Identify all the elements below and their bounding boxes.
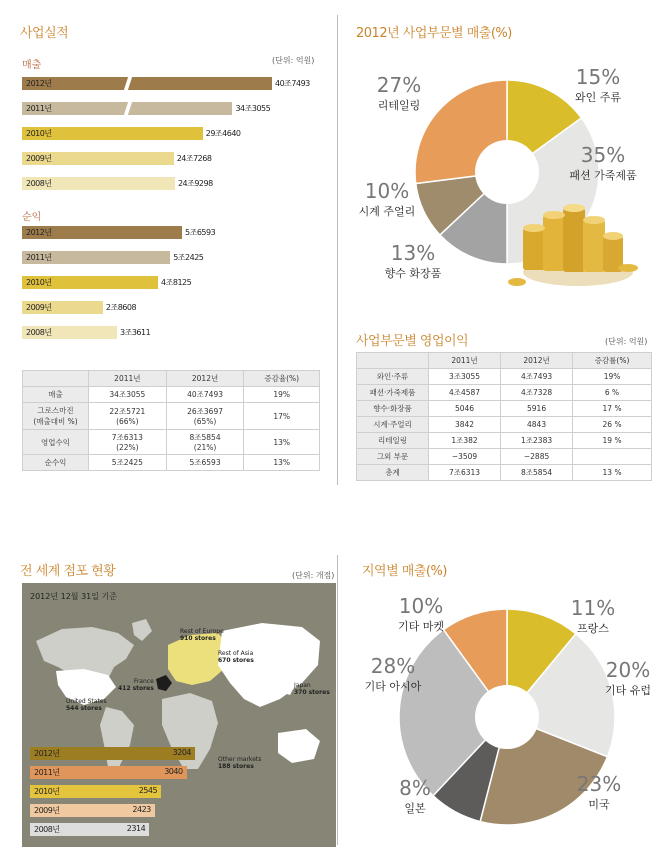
table-header: 2011년 [89, 371, 167, 387]
table-row [357, 385, 652, 401]
division-profit-unit: (단위: 억원) [605, 337, 648, 346]
sales-summary-table [22, 370, 320, 471]
cell-line: 그로스마진 [37, 406, 74, 415]
regional-sales-title: 지역별 매출(%) [362, 564, 447, 579]
profit-bar-year-label: 2010년 [26, 278, 52, 287]
pie-percent-label: 10% [364, 179, 410, 203]
table-cell: 그외 부문 [357, 449, 429, 465]
table-cell [89, 430, 167, 455]
region-label-rest-of-asia: Rest of Asia 670 stores [218, 650, 254, 664]
profit-bar-year-label: 2009년 [26, 303, 52, 312]
table-cell: 13 % [573, 465, 652, 481]
table-header [357, 353, 429, 369]
table-row [357, 465, 652, 481]
pie-percent-label: 10% [398, 594, 444, 618]
table-cell: 19% [573, 369, 652, 385]
table-header: 2012년 [166, 371, 244, 387]
pie-hole [475, 685, 539, 749]
table-row [23, 455, 320, 471]
table-cell: 와인·주류 [357, 369, 429, 385]
table-row [23, 387, 320, 403]
cell-line: 7조6313 [111, 433, 143, 442]
pie-category-label: 시계 주얼리 [358, 205, 416, 218]
pie-category-label: 기타 유럽 [604, 684, 652, 697]
cell-line: (66%) [116, 417, 139, 426]
table-cell: 영업수익 [23, 430, 89, 455]
revenue-bar-2009년 [22, 152, 212, 165]
stores-bar-2012년 [30, 747, 195, 760]
pie-percent-label: 20% [605, 658, 651, 682]
profit-bar-value-label: 3조3611 [120, 328, 151, 337]
sales-section-title: 사업실적 [20, 26, 69, 41]
pie-hole [475, 140, 539, 204]
pie-percent-label: 27% [376, 73, 422, 97]
cell-line: 26조3697 [187, 407, 223, 416]
table-row [23, 430, 320, 455]
table-cell: 총계 [357, 465, 429, 481]
profit-bar-value-label: 4조8125 [161, 278, 192, 287]
revenue-bar-year-label: 2012년 [26, 79, 52, 88]
table-header: 증감률(%) [573, 353, 652, 369]
profit-bar-value-label: 5조6593 [185, 228, 216, 237]
region-label-france: France 412 stores [118, 678, 154, 692]
column-divider-bottom [337, 555, 338, 845]
stores-unit: (단위: 개점) [292, 571, 335, 580]
stores-bar-year-label: 2008년 [34, 825, 60, 834]
regional-sales-pie-chart [345, 585, 665, 850]
greenland-shape [132, 619, 152, 641]
revenue-bar-year-label: 2008년 [26, 179, 52, 188]
table-cell: 17% [244, 403, 320, 430]
table-cell: 3842 [429, 417, 501, 433]
table-header: 2012년 [501, 353, 573, 369]
table-cell: 4조4587 [429, 385, 501, 401]
table-cell: 34조3055 [89, 387, 167, 403]
stores-map-panel [22, 583, 336, 847]
profit-bar-2011년 [22, 251, 204, 264]
division-profit-table [356, 352, 652, 481]
pie-category-label: 기타 마켓 [397, 620, 445, 633]
table-header: 증감율(%) [244, 371, 320, 387]
table-cell [23, 403, 89, 430]
revenue-bar-year-label: 2011년 [26, 104, 52, 113]
cell-line: (21%) [193, 443, 217, 452]
profit-bar-value-label: 2조8608 [105, 303, 137, 312]
profit-bar-year-label: 2011년 [26, 253, 52, 262]
table-cell: 5조6593 [166, 455, 244, 471]
stores-date-label: 2012년 12월 31일 기준 [30, 592, 117, 601]
table-cell [166, 403, 244, 430]
profit-bar-2012년 [22, 226, 216, 239]
stores-bar-value-label: 2545 [138, 786, 158, 795]
table-cell [166, 430, 244, 455]
table-row [357, 449, 652, 465]
pie-category-label: 기타 아시아 [364, 680, 422, 693]
revenue-bar-2012년 [22, 77, 310, 90]
table-row [357, 433, 652, 449]
cell-line: 8조5854 [189, 433, 221, 442]
table-cell: 시계·주얼리 [357, 417, 429, 433]
pie-category-label: 일본 [404, 802, 426, 815]
pie-percent-label: 15% [575, 65, 621, 89]
cell-line: (22%) [116, 443, 139, 452]
table-cell: 13% [244, 455, 320, 471]
table-cell: 40조7493 [166, 387, 244, 403]
table-cell: 5916 [501, 401, 573, 417]
table-cell: 매출 [23, 387, 89, 403]
table-cell: 19 % [573, 433, 652, 449]
profit-bar-2008년 [22, 326, 151, 339]
profit-label: 순익 [22, 212, 42, 223]
australia-shape [278, 729, 320, 763]
region-label-japan: Japan 370 stores [294, 682, 330, 696]
table-cell: 1조2383 [501, 433, 573, 449]
table-header: 2011년 [429, 353, 501, 369]
revenue-bar-value-label: 34조3055 [235, 104, 271, 113]
revenue-bar-2008년 [22, 177, 213, 190]
revenue-label: 매출 [22, 60, 42, 71]
table-cell: 7조6313 [429, 465, 501, 481]
stores-bar-year-label: 2010년 [34, 787, 60, 796]
table-row [23, 403, 320, 430]
profit-bar-year-label: 2008년 [26, 328, 52, 337]
table-cell: 6 % [573, 385, 652, 401]
stores-bar-year-label: 2011년 [34, 768, 60, 777]
cell-line: (매출대비 %) [33, 417, 78, 426]
table-cell: 13% [244, 430, 320, 455]
pie-category-label: 프랑스 [577, 622, 609, 635]
revenue-unit: (단위: 억원) [272, 56, 315, 65]
table-row [357, 401, 652, 417]
stores-bar-year-label: 2009년 [34, 806, 60, 815]
table-cell [89, 403, 167, 430]
stores-bar-value-label: 2314 [126, 824, 146, 833]
table-cell: 26 % [573, 417, 652, 433]
profit-bar-year-label: 2012년 [26, 228, 52, 237]
table-cell: 19% [244, 387, 320, 403]
division-sales-pie-chart [345, 50, 645, 300]
pie-category-label: 와인 주류 [574, 91, 622, 104]
pie-percent-label: 35% [580, 143, 626, 167]
table-cell: 패션·가죽제품 [357, 385, 429, 401]
table-cell: 4조7493 [501, 369, 573, 385]
table-cell: 리테일링 [357, 433, 429, 449]
stores-bar-2011년 [30, 766, 187, 779]
table-cell [573, 449, 652, 465]
pie-category-label: 향수 화장품 [384, 267, 442, 280]
region-label-other-markets: Other markets 188 stores [218, 756, 262, 770]
revenue-bar-value-label: 24조9298 [177, 179, 213, 188]
revenue-bar-year-label: 2009년 [26, 154, 52, 163]
pie-category-label: 미국 [588, 798, 610, 811]
division-profit-title: 사업부문별 영업이익 [356, 334, 469, 349]
stores-bar-2010년 [30, 785, 161, 798]
table-cell: −3509 [429, 449, 501, 465]
table-cell: −2885 [501, 449, 573, 465]
table-cell: 순수익 [23, 455, 89, 471]
revenue-bar-value-label: 29조4640 [205, 129, 241, 138]
stores-bar-2008년 [30, 823, 149, 836]
pie-percent-label: 23% [576, 772, 622, 796]
profit-bar-value-label: 5조2425 [173, 253, 204, 262]
profit-bar-2010년 [22, 276, 192, 289]
pie-category-label: 리테일링 [377, 99, 421, 112]
revenue-bar-value-label: 40조7493 [275, 79, 310, 88]
cell-line: 22조5721 [109, 407, 146, 416]
table-cell: 4조7328 [501, 385, 573, 401]
table-cell: 8조5854 [501, 465, 573, 481]
table-cell: 3조3055 [429, 369, 501, 385]
stores-bar-value-label: 3204 [172, 748, 191, 757]
pie-category-label: 패션 가죽제품 [569, 169, 637, 182]
table-cell: 5046 [429, 401, 501, 417]
stores-bar-value-label: 3040 [164, 767, 183, 776]
table-header [23, 371, 89, 387]
table-cell: 17 % [573, 401, 652, 417]
pie-percent-label: 13% [390, 241, 436, 265]
revenue-bar-year-label: 2010년 [26, 129, 52, 138]
table-cell: 향수·화장품 [357, 401, 429, 417]
stores-bar-year-label: 2012년 [34, 749, 60, 758]
revenue-bar-2010년 [22, 127, 241, 140]
stores-bar-value-label: 2423 [132, 805, 151, 814]
table-header-row [357, 353, 652, 369]
column-divider-top [337, 15, 338, 485]
division-sales-title: 2012년 사업부문별 매출(%) [356, 26, 512, 41]
table-header-row [23, 371, 320, 387]
table-cell: 4843 [501, 417, 573, 433]
pie-percent-label: 11% [570, 596, 616, 620]
stores-title: 전 세계 점포 현황 [20, 564, 116, 579]
table-row [357, 417, 652, 433]
france-shape [156, 675, 172, 691]
region-label-rest-of-europe: Rest of Europe 910 stores [180, 628, 224, 642]
region-label-united-states: United States 544 stores [66, 698, 107, 712]
profit-bar-2009년 [22, 301, 137, 314]
revenue-bar-value-label: 24조7268 [176, 154, 212, 163]
pie-percent-label: 28% [370, 654, 416, 678]
table-cell: 5조2425 [89, 455, 167, 471]
pie-percent-label: 8% [399, 776, 431, 800]
table-row [357, 369, 652, 385]
cell-line: (65%) [193, 417, 217, 426]
stores-bar-2009년 [30, 804, 155, 817]
table-cell: 1조382 [429, 433, 501, 449]
